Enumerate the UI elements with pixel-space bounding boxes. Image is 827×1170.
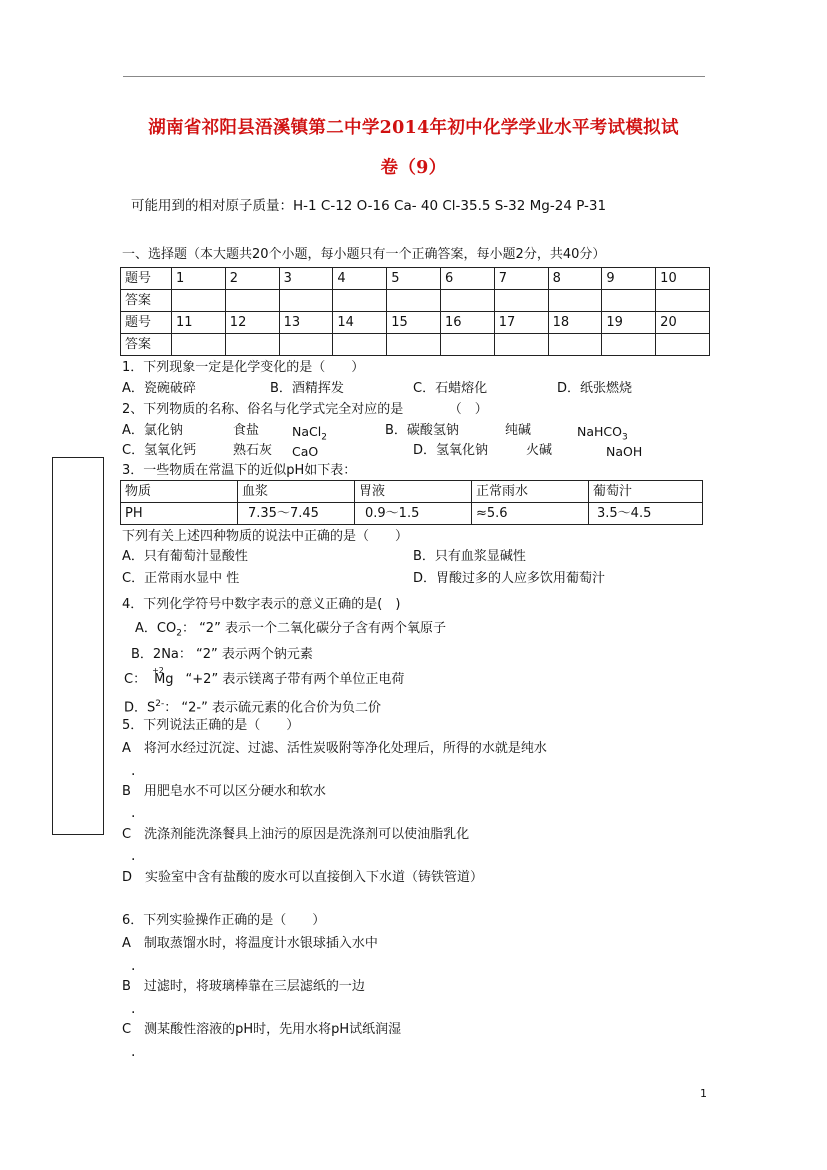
answer-cell[interactable] — [602, 290, 656, 312]
table-cell: 题号 — [121, 312, 172, 334]
table-cell: 8 — [548, 268, 602, 290]
q1-option-c: C．石蜡熔化 — [413, 381, 488, 396]
answer-cell[interactable] — [225, 290, 279, 312]
ph-table — [120, 480, 703, 525]
answer-cell[interactable] — [172, 334, 226, 356]
header-rule — [123, 76, 705, 77]
answer-cell[interactable] — [279, 290, 333, 312]
bullet-dot: . — [131, 848, 136, 864]
answer-cell[interactable] — [548, 334, 602, 356]
table-header-cell: 葡萄汁 — [589, 481, 703, 503]
q4-option-d: D．$S^{2-}$： “2-” 表示硫元素的化合价为负二价 — [124, 699, 381, 716]
table-header-cell: 物质 — [121, 481, 238, 503]
answer-cell[interactable] — [494, 334, 548, 356]
table-cell: 答案 — [121, 290, 172, 312]
q6-option-b: B 过滤时，将玻璃棒靠在三层滤纸的一边 — [122, 979, 365, 994]
bullet-dot: . — [131, 763, 136, 779]
q3-question: 下列有关上述四种物质的说法中正确的是（ ） — [122, 529, 409, 544]
answer-cell[interactable] — [602, 334, 656, 356]
q4-stem: 4．下列化学符号中数字表示的意义正确的是( ) — [122, 597, 401, 612]
page-title: 湖南省祁阳县浯溪镇第二中学2014年初中化学学业水平考试模拟试 — [148, 118, 679, 138]
q5-stem: 5．下列说法正确的是（ ） — [122, 718, 300, 733]
table-row — [121, 503, 703, 525]
table-cell: ≈5.6 — [472, 503, 589, 525]
bullet-dot: . — [131, 958, 136, 974]
table-cell: 6 — [440, 268, 494, 290]
table-cell: 19 — [602, 312, 656, 334]
q5-option-b: B 用肥皂水不可以区分硬水和软水 — [122, 784, 326, 799]
q5-option-a: A 将河水经过沉淀、过滤、活性炭吸附等净化处理后，所得的水就是纯水 — [122, 741, 547, 756]
q4-option-c: C： +2 Mg “+2” 表示镁离子带有两个单位正电荷 — [124, 666, 405, 687]
q2-stem: 2、下列物质的名称、俗名与化学式完全对应的是 （ ） — [122, 402, 488, 417]
table-cell: 0.9～1.5 — [355, 503, 472, 525]
table-cell: 20 — [656, 312, 710, 334]
table-cell: 18 — [548, 312, 602, 334]
table-cell: 7 — [494, 268, 548, 290]
table-cell: 7.35～7.45 — [238, 503, 355, 525]
table-row — [121, 481, 703, 503]
q2-option-b-formula: NaHCO$_3$ — [577, 424, 628, 443]
table-cell: 13 — [279, 312, 333, 334]
q4-option-a: A．$CO_2$： “2” 表示一个二氧化碳分子含有两个氧原子 — [135, 621, 446, 639]
table-cell: 5 — [387, 268, 441, 290]
table-cell: 答案 — [121, 334, 172, 356]
q6-stem: 6．下列实验操作正确的是（ ） — [122, 913, 326, 928]
answer-cell[interactable] — [440, 290, 494, 312]
table-cell: 11 — [172, 312, 226, 334]
bullet-dot: . — [131, 1044, 136, 1060]
table-cell: 17 — [494, 312, 548, 334]
table-cell: 12 — [225, 312, 279, 334]
q2-option-a-common: 食盐 — [233, 423, 260, 438]
q2-option-d: D．氢氧化钠 — [413, 443, 489, 458]
table-row — [121, 334, 710, 356]
section-header: 一、选择题（本大题共20个小题，每小题只有一个正确答案，每小题2分，共40分） — [122, 247, 606, 262]
atomic-masses: 可能用到的相对原子质量：H-1 C-12 O-16 Ca- 40 Cl-35.5 S-32 Mg-24 P-31 — [131, 198, 607, 214]
q2-option-a-formula: NaCl$_2$ — [292, 424, 327, 443]
answer-cell[interactable] — [494, 290, 548, 312]
q3-option-c: C．正常雨水显中 性 — [122, 571, 240, 586]
answer-cell[interactable] — [440, 334, 494, 356]
table-header-cell: 血浆 — [238, 481, 355, 503]
table-row — [121, 312, 710, 334]
table-cell: 4 — [333, 268, 387, 290]
table-cell: 16 — [440, 312, 494, 334]
answer-cell[interactable] — [172, 290, 226, 312]
answer-cell[interactable] — [656, 290, 710, 312]
q6-option-a: A 制取蒸馏水时，将温度计水银球插入水中 — [122, 936, 378, 951]
q2-option-c: C．氢氧化钙 — [122, 443, 197, 458]
q1-option-a: A．瓷碗破碎 — [122, 381, 196, 396]
answer-cell[interactable] — [387, 290, 441, 312]
answer-table — [120, 267, 710, 356]
table-row — [121, 268, 710, 290]
answer-cell[interactable] — [656, 334, 710, 356]
q2-option-b-common: 纯碱 — [505, 423, 532, 438]
q2-option-a: A．氯化钠 — [122, 423, 183, 438]
table-cell: 题号 — [121, 268, 172, 290]
table-cell: 15 — [387, 312, 441, 334]
q2-option-d-common: 火碱 — [526, 443, 553, 458]
q2-option-d-formula: NaOH — [606, 444, 643, 459]
table-cell: 9 — [602, 268, 656, 290]
q4-option-b: B．2Na： “2” 表示两个钠元素 — [131, 647, 313, 662]
q3-option-d: D．胃酸过多的人应多饮用葡萄汁 — [413, 571, 606, 586]
table-header-cell: 正常雨水 — [472, 481, 589, 503]
q1-option-d: D．纸张燃烧 — [557, 381, 633, 396]
q2-option-b: B．碳酸氢钠 — [385, 423, 459, 438]
q1-option-b: B．酒精挥发 — [270, 381, 344, 396]
page-number: 1 — [700, 1087, 707, 1100]
table-cell: 10 — [656, 268, 710, 290]
q1-stem: 1．下列现象一定是化学变化的是（ ） — [122, 360, 365, 375]
table-cell: 2 — [225, 268, 279, 290]
q5-option-c: C 洗涤剂能洗涤餐具上油污的原因是洗涤剂可以使油脂乳化 — [122, 827, 470, 842]
answer-cell[interactable] — [333, 290, 387, 312]
table-cell: 1 — [172, 268, 226, 290]
answer-cell[interactable] — [225, 334, 279, 356]
answer-cell[interactable] — [548, 290, 602, 312]
bullet-dot: . — [131, 1001, 136, 1017]
page-title-line2: 卷（9） — [380, 158, 447, 178]
q3-stem: 3．一些物质在常温下的近似pH如下表： — [122, 463, 357, 478]
q2-option-c-common: 熟石灰 — [233, 443, 273, 458]
q3-option-b: B．只有血浆显碱性 — [413, 549, 526, 564]
q2-option-c-formula: CaO — [292, 444, 319, 459]
table-cell: 3.5～4.5 — [589, 503, 703, 525]
table-cell: 3 — [279, 268, 333, 290]
table-row — [121, 290, 710, 312]
bullet-dot: . — [131, 805, 136, 821]
seat-number-box — [52, 457, 104, 835]
q5-option-d: D 实验室中含有盐酸的废水可以直接倒入下水道（铸铁管道） — [122, 870, 484, 885]
answer-cell[interactable] — [279, 334, 333, 356]
answer-cell[interactable] — [387, 334, 441, 356]
table-header-cell: 胃液 — [355, 481, 472, 503]
q3-option-a: A．只有葡萄汁显酸性 — [122, 549, 248, 564]
table-cell: 14 — [333, 312, 387, 334]
table-cell: PH — [121, 503, 238, 525]
answer-cell[interactable] — [333, 334, 387, 356]
q6-option-c: C 测某酸性溶液的pH时，先用水将pH试纸润湿 — [122, 1022, 402, 1037]
